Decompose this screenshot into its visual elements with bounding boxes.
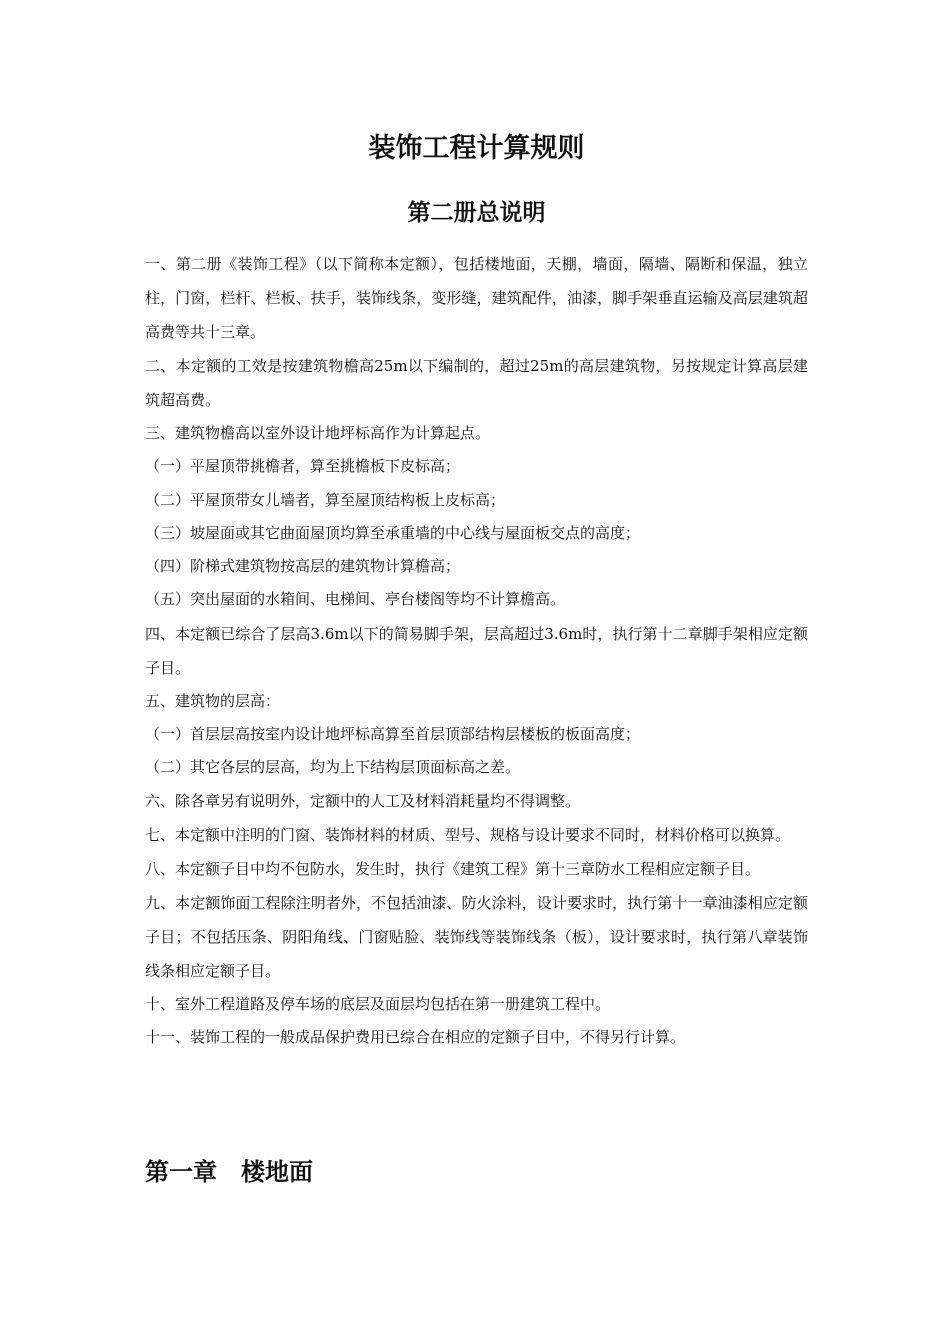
body-text	[145, 247, 808, 1055]
paragraph-3-item-1: （一）平屋顶带挑檐者，算至挑檐板下皮标高；	[145, 457, 461, 476]
paragraph-10: 十、室外工程道路及停车场的底层及面层均包括在第一册建筑工程中。	[145, 994, 611, 1013]
paragraph-1: 一、第二册《装饰工程》（以下简称本定额），包括楼地面，天棚，墙面，隔墙、隔断和保温，独立柱，门窗，栏杆、栏板、扶手，装饰线条，变形缝，建筑配件，油漆，脚手架垂直运输及高层建筑超高费等共十三章。	[145, 255, 808, 341]
paragraph-9: 九、本定额饰面工程除注明者外，不包括油漆、防火涂料，设计要求时，执行第十一章油漆相应定额子目；不包括压条、阴阳角线、门窗贴脸、装饰线等装饰线条（板），设计要求时，执行第八章装饰线条相应定额子目。	[145, 893, 808, 980]
paragraph-5-item-1: （一）首层层高按室内设计地坪标高算至首层顶部结构层楼板的板面高度；	[145, 725, 641, 744]
section-subtitle: 第二册总说明	[407, 199, 546, 226]
paragraph-8: 八、本定额子目中均不包防水，发生时，执行《建筑工程》第十三章防水工程相应定额子目。	[145, 859, 761, 878]
paragraph-3-item-2: （二）平屋顶带女儿墙者，算至屋顶结构板上皮标高；	[145, 490, 506, 509]
paragraph-3-item-4: （四）阶梯式建筑物按高层的建筑物计算檐高；	[145, 557, 461, 576]
paragraph-5: 五、建筑物的层高：	[145, 691, 281, 710]
paragraph-3: 三、建筑物檐高以室外设计地坪标高作为计算起点。	[145, 424, 491, 442]
paragraph-3-item-5: （五）突出屋面的水箱间、电梯间、亭台楼阁等均不计算檐高。	[145, 590, 566, 609]
document-title: 装饰工程计算规则	[368, 133, 585, 164]
chapter-heading: 第一章 楼地面	[145, 1157, 313, 1186]
paragraph-6: 六、除各章另有说明外，定额中的人工及材料消耗量均不得调整。	[145, 791, 581, 810]
paragraph-7: 七、本定额中注明的门窗、装饰材料的材质、型号、规格与设计要求不同时，材料价格可以换算。	[145, 825, 791, 844]
paragraph-11: 十一、装饰工程的一般成品保护费用已综合在相应的定额子目中，不得另行计算。	[145, 1028, 686, 1047]
paragraph-2: 二、本定额的工效是按建筑物檐高25m以下编制的，超过25m的高层建筑物，另按规定计算高层建筑超高费。	[145, 357, 808, 409]
paragraph-4: 四、本定额已综合了层高3.6m以下的简易脚手架，层高超过3.6m时，执行第十二章脚手架相应定额子目。	[145, 624, 808, 677]
paragraph-3-item-3: （三）坡屋面或其它曲面屋顶均算至承重墙的中心线与屋面板交点的高度；	[145, 523, 641, 542]
paragraph-5-item-2: （二）其它各层的层高，均为上下结构层顶面标高之差。	[145, 758, 521, 777]
